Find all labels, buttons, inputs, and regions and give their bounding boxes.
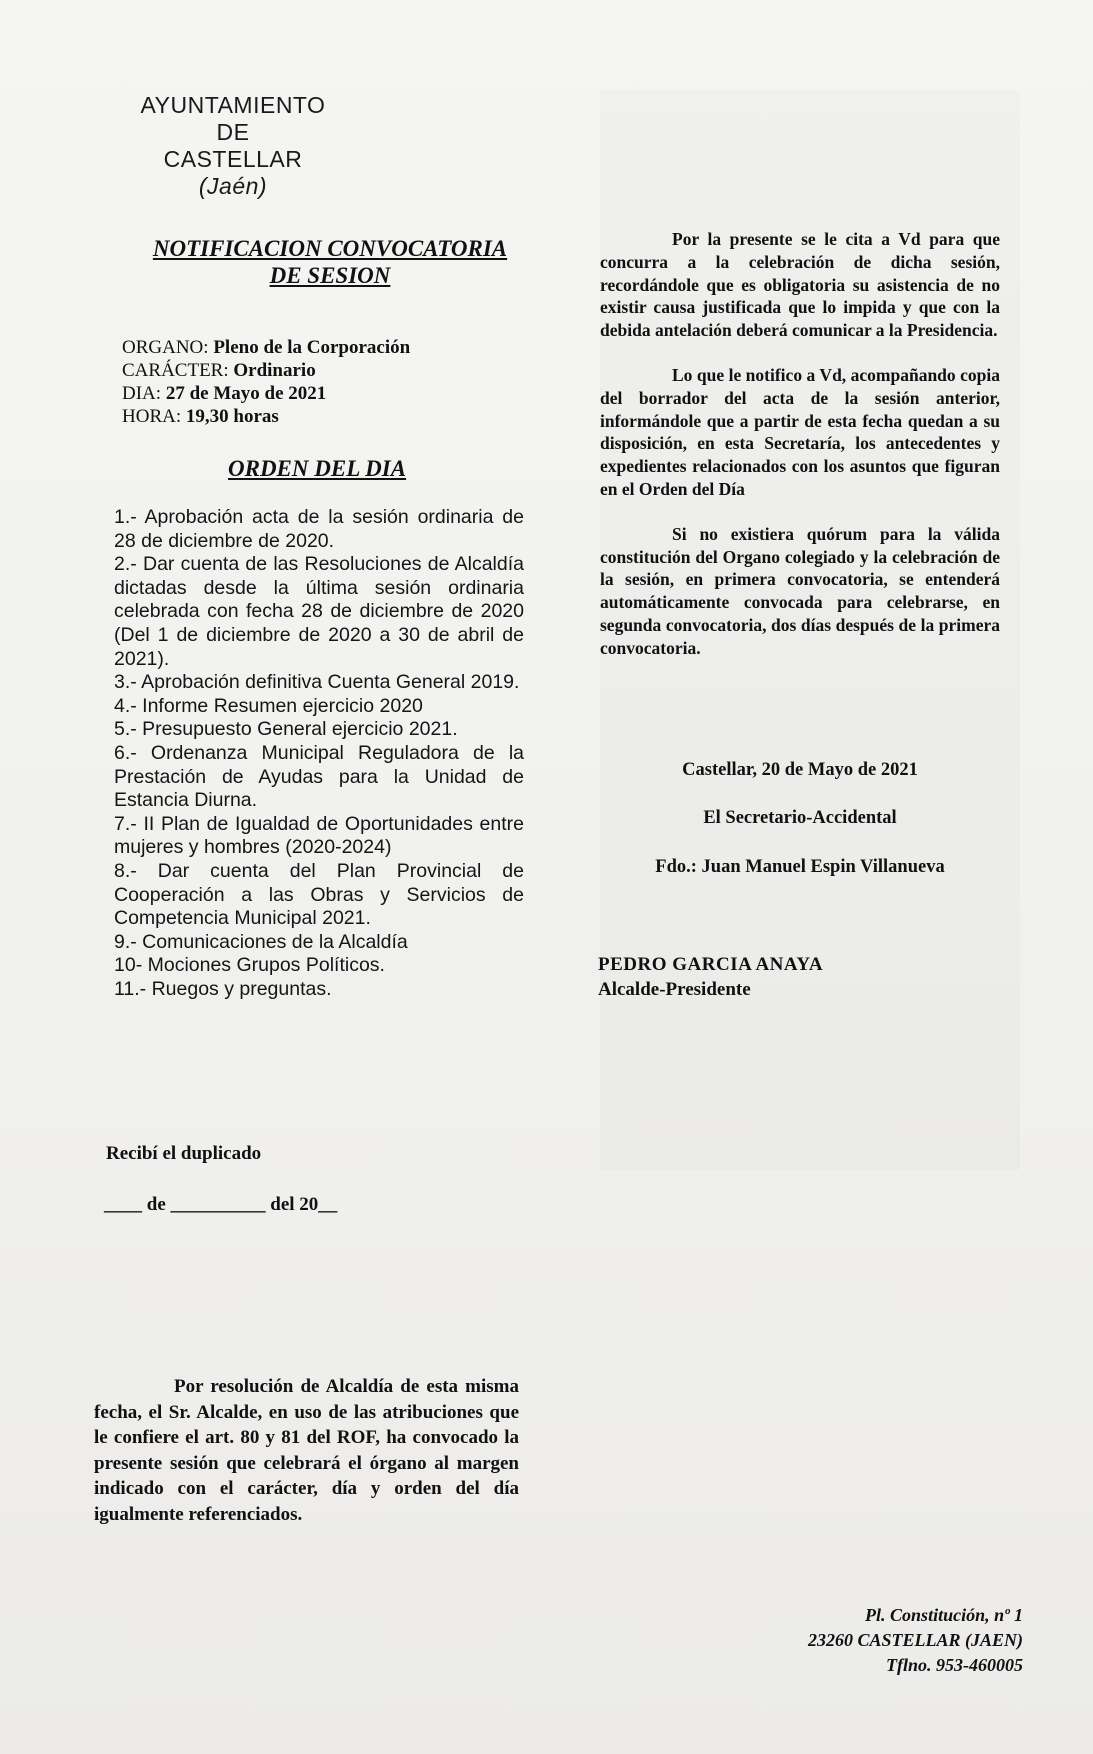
list-item: 9.- Comunicaciones de la Alcaldía: [114, 930, 408, 953]
list-item: 4.- Informe Resumen ejercicio 2020: [114, 694, 423, 717]
notification-body: [600, 228, 1000, 682]
orden-del-dia-title: ORDEN DEL DIA: [228, 456, 407, 481]
list-item: 3.- Aprobación definitiva Cuenta General 2019.: [114, 671, 520, 694]
resolucion-paragraph: [94, 1374, 519, 1527]
mayor-role: Alcalde-Presidente: [598, 979, 751, 1000]
caracter-value: Ordinario: [233, 360, 316, 381]
list-item: 7.- II Plan de Igualdad de Oportunidades entre mujeres y hombres (2020-2024): [114, 812, 524, 859]
receipt-label: Recibí el duplicado: [106, 1143, 262, 1164]
header-line-4: (Jaén): [198, 173, 268, 199]
hora-value: 19,30 horas: [185, 406, 279, 427]
hora-label: HORA:: [122, 406, 182, 427]
list-item: 5.- Presupuesto General ejercicio 2021.: [114, 718, 458, 741]
header-line-3: CASTELLAR: [163, 146, 303, 172]
header-line-1: AYUNTAMIENTO: [140, 92, 326, 118]
dia-row: [122, 382, 542, 405]
address-line-2: 23260 CASTELLAR (JAEN): [807, 1630, 1023, 1650]
document-title: [130, 235, 530, 289]
body-paragraph-3: Si no existiera quórum para la válida constitución del Organo colegiado y la celebración de la sesión, en primera convocatoria, se entenderá automáticamente convocada para celebrarse, en segunda convocatoria, dos días después de la primera convocatoria.: [600, 523, 1000, 658]
caracter-label: CARÁCTER:: [122, 360, 229, 381]
organo-label: ORGANO:: [122, 337, 209, 358]
list-item: 10- Mociones Grupos Políticos.: [114, 954, 385, 977]
hora-row: [122, 405, 542, 428]
secretary-role: El Secretario-Accidental: [703, 808, 897, 828]
address-line-1: Pl. Constitución, nº 1: [865, 1605, 1023, 1625]
caracter-row: [122, 359, 542, 382]
dia-value: 27 de Mayo de 2021: [165, 383, 327, 404]
mayor-block: [598, 952, 823, 1002]
resolucion-text: Por resolución de Alcaldía de esta misma fecha, el Sr. Alcalde, en uso de las atribuciones que le confiere el art. 80 y 81 del ROF, ha convocado la presente sesión que celebrará el órgano al margen indicado con el carácter, día y orden del día igualmente referenciados.: [94, 1376, 519, 1525]
body-paragraph-1: Por la presente se le cita a Vd para que concurra a la celebración de dicha sesión, recordándole que es obligatoria su asistencia de no existir causa justificada que lo impida y que con la debida antelación deberá comunicar a la Presidencia.: [600, 229, 1000, 341]
organo-row: [122, 336, 542, 359]
dia-label: DIA:: [122, 383, 162, 404]
mayor-name: PEDRO GARCIA ANAYA: [598, 954, 824, 975]
title-line-1: NOTIFICACION CONVOCATORIA: [152, 236, 508, 261]
secretary-signature: Fdo.: Juan Manuel Espin Villanueva: [655, 857, 945, 877]
body-paragraph-2: Lo que le notifico a Vd, acompañando copia del borrador del acta de la sesión anterior, informándole que a partir de esta fecha quedan a su disposición, en esta Secretaría, los antecedentes y expedientes relacionados con los asuntos que figuran en el Orden del Día: [600, 364, 1000, 499]
municipality-header: [118, 92, 348, 200]
list-item: 1.- Aprobación acta de la sesión ordinaria de 28 de diciembre de 2020.: [114, 506, 524, 552]
list-item: 8.- Dar cuenta del Plan Provincial de Cooperación a las Obras y Servicios de Competencia Municipal 2021.: [114, 859, 524, 930]
organo-value: Pleno de la Corporación: [213, 337, 411, 358]
place-date: Castellar, 20 de Mayo de 2021: [682, 760, 918, 780]
footer-address: [808, 1603, 1023, 1678]
list-item: 2.- Dar cuenta de las Resoluciones de Alcaldía dictadas desde la última sesión ordinaria celebrada con fecha 28 de diciembre de 2020 (Del 1 de diciembre de 2020 a 30 de abril de 2021).: [114, 553, 524, 670]
address-line-3: Tflno. 953-460005: [886, 1655, 1023, 1675]
title-line-2: DE SESION: [269, 263, 391, 288]
receipt-date-line: ____ de __________ del 20__: [104, 1194, 338, 1215]
orden-del-dia-list: [114, 506, 524, 1001]
list-item: 11.- Ruegos y preguntas.: [114, 977, 332, 1000]
header-line-2: DE: [216, 119, 250, 145]
session-details: [122, 336, 542, 428]
list-item: 6.- Ordenanza Municipal Reguladora de la Prestación de Ayudas para la Unidad de Estancia Diurna.: [114, 741, 524, 812]
